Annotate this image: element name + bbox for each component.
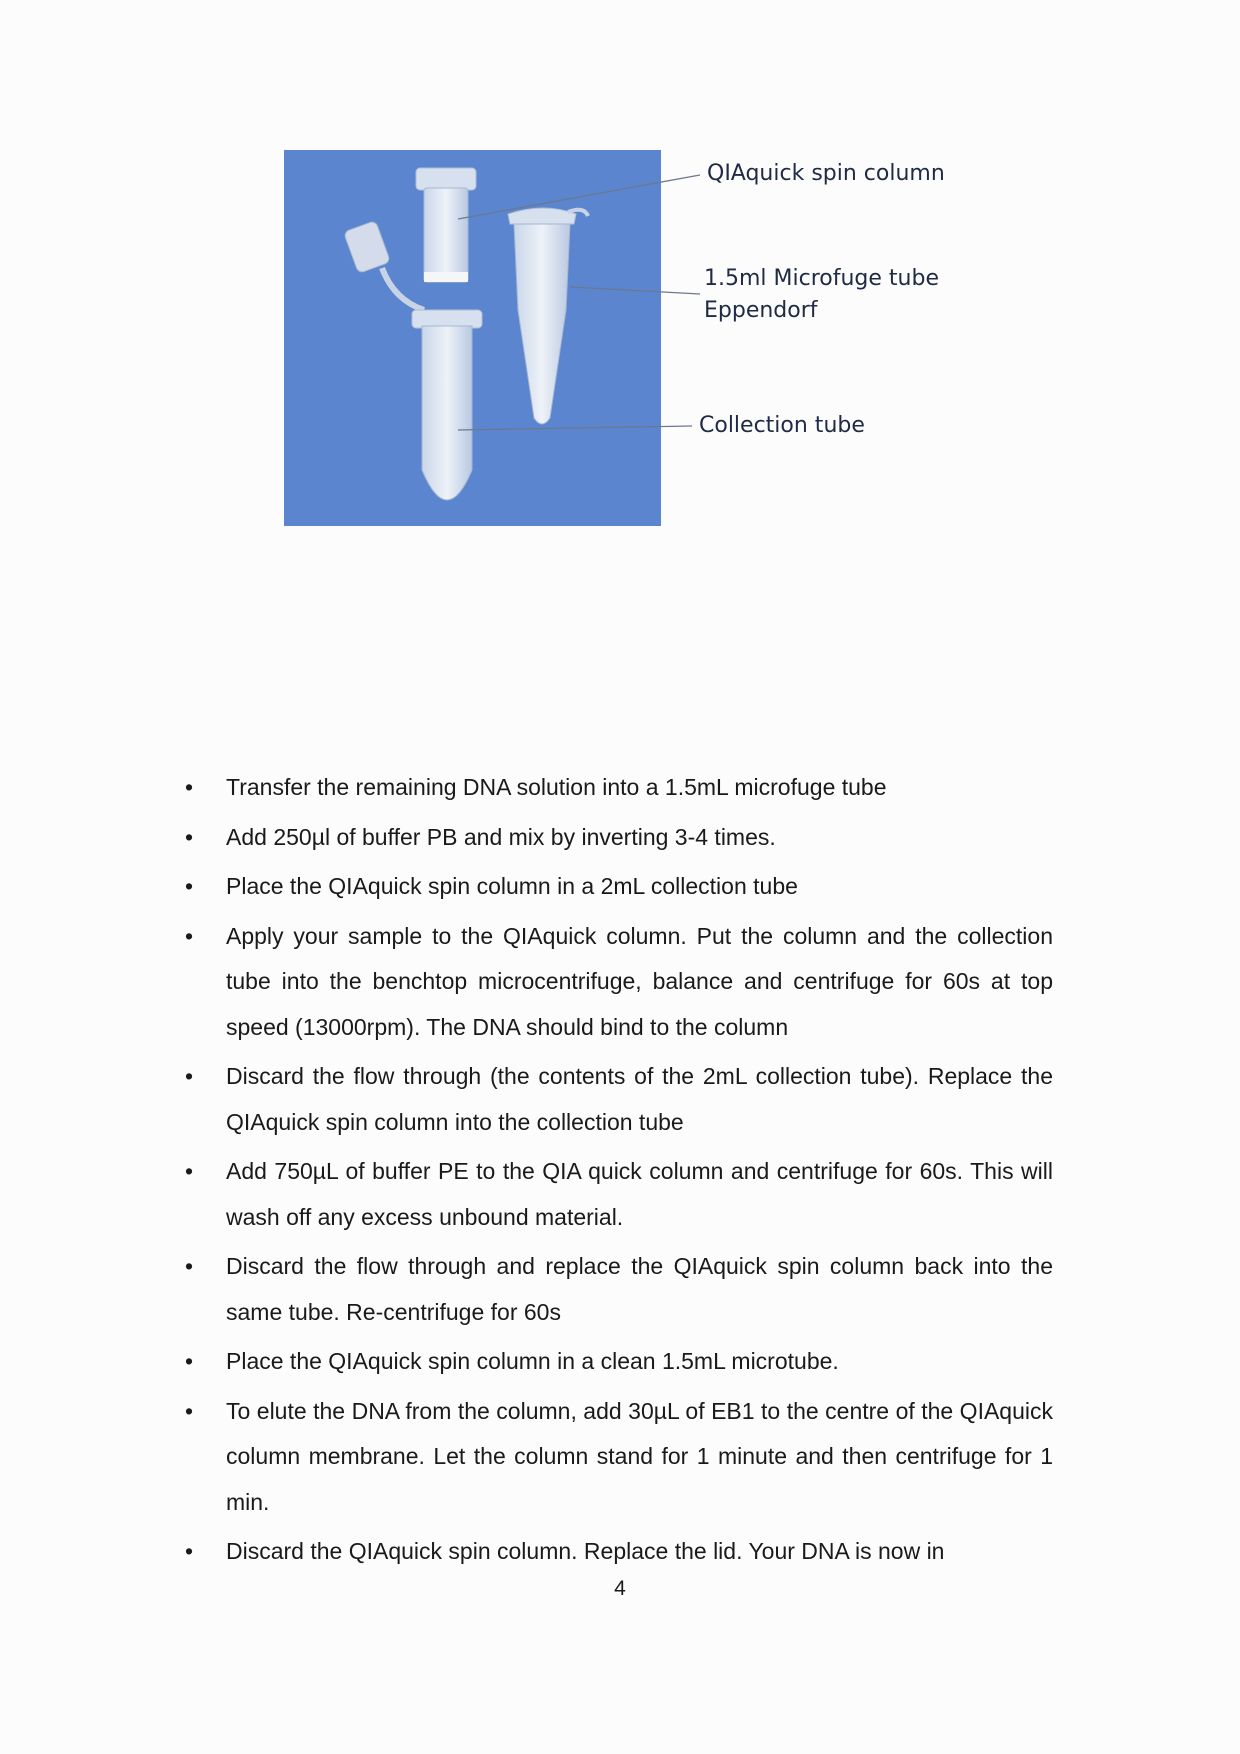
- bullet-icon: •: [185, 1253, 194, 1279]
- step-text: Add 250µl of buffer PB and mix by inverting 3-4 times.: [226, 823, 776, 850]
- step-item: [185, 1389, 1053, 1526]
- step-text: To elute the DNA from the column, add 30µL of EB1 to the centre of the QIAquick column membrane. Let the column stand for 1 minute and then centrifuge for 1 min.: [226, 1397, 1053, 1515]
- callout-spin-column: QIAquick spin column: [707, 161, 945, 186]
- bullet-icon: •: [185, 1348, 194, 1374]
- step-item: [185, 1244, 1053, 1335]
- step-text: Transfer the remaining DNA solution into a 1.5mL microfuge tube: [226, 774, 887, 800]
- step-item: [185, 1054, 1053, 1145]
- bullet-icon: •: [185, 1063, 194, 1089]
- bullet-icon: •: [185, 1538, 194, 1564]
- step-item: [185, 914, 1053, 1051]
- step-text: Discard the QIAquick spin column. Replace the lid. Your DNA is now in: [226, 1538, 945, 1564]
- step-item: [185, 765, 1053, 811]
- bullet-icon: •: [185, 774, 194, 800]
- bullet-icon: •: [185, 922, 194, 949]
- step-text: Add 750µL of buffer PE to the QIA quick column and centrifuge for 60s. This will wash off any excess unbound material.: [226, 1158, 1053, 1230]
- callout-collection-tube: Collection tube: [699, 413, 865, 438]
- bullet-icon: •: [185, 873, 194, 899]
- page-number: 4: [614, 1577, 626, 1600]
- step-item: [185, 1529, 1053, 1575]
- step-text: Discard the flow through and replace the QIAquick spin column back into the same tube. Re-centrifuge for 60s: [226, 1253, 1053, 1325]
- step-text: Apply your sample to the QIAquick column. Put the column and the collection tube into the benchtop microcentrifuge, balance and centrifuge for 60s at top speed (13000rpm). The DNA should bind to the column: [226, 922, 1053, 1040]
- step-text: Place the QIAquick spin column in a 2mL collection tube: [226, 873, 798, 899]
- callout-leader-lines: [0, 0, 1240, 560]
- step-item: [185, 1339, 1053, 1385]
- step-item: [185, 815, 1053, 861]
- step-item: [185, 1149, 1053, 1240]
- bullet-icon: •: [185, 823, 194, 850]
- bullet-icon: •: [185, 1397, 194, 1424]
- protocol-steps-list: [185, 765, 1053, 1579]
- step-item: [185, 864, 1053, 910]
- callout-microfuge-tube: 1.5ml Microfuge tube: [704, 266, 939, 291]
- callout-eppendorf: Eppendorf: [704, 298, 818, 323]
- step-text: Discard the flow through (the contents of the 2mL collection tube). Replace the QIAquick spin column into the collection tube: [226, 1063, 1053, 1135]
- step-text: Place the QIAquick spin column in a clean 1.5mL microtube.: [226, 1348, 839, 1374]
- bullet-icon: •: [185, 1158, 194, 1184]
